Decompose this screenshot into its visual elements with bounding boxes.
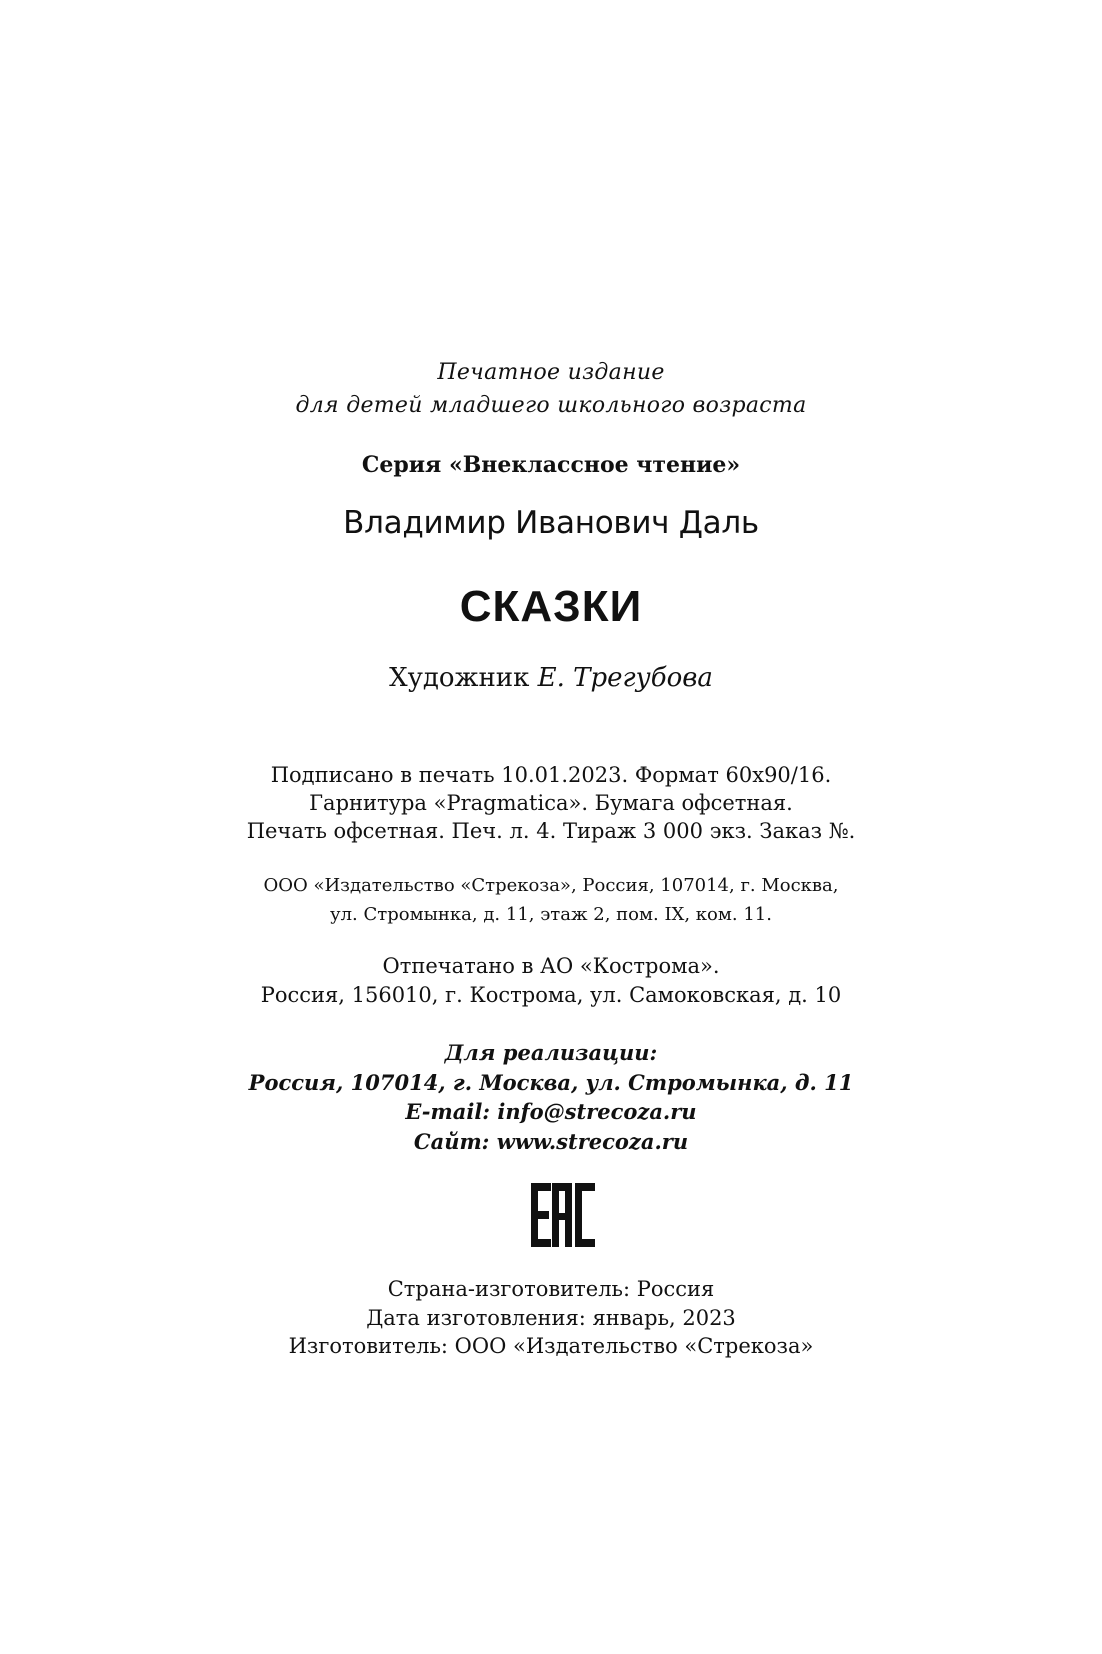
publisher-line-1: ООО «Издательство «Стрекоза», Россия, 107014, г. Москва, xyxy=(263,875,839,896)
edition-line-1: Печатное издание xyxy=(437,360,665,385)
publisher-line-2: ул. Стромынка, д. 11, этаж 2, пом. IX, ком. 11. xyxy=(330,904,772,925)
eac-conformity-icon xyxy=(528,1180,598,1250)
printer-info xyxy=(0,952,1102,1010)
illustrator-credit xyxy=(0,660,1102,696)
printer-line-1: Отпечатано в АО «Кострома». xyxy=(382,954,720,978)
distribution-info xyxy=(0,1038,1102,1156)
print-details-line-3: Печать офсетная. Печ. л. 4. Тираж 3 000 экз. Заказ №. xyxy=(246,819,856,843)
printer-line-2: Россия, 156010, г. Кострома, ул. Самоковская, д. 10 xyxy=(260,983,842,1007)
series-name: Серия «Внеклассное чтение» xyxy=(361,452,741,478)
manufacture-country: Страна-изготовитель: Россия xyxy=(387,1277,715,1301)
illustrator-name: Е. Трегубова xyxy=(537,663,713,693)
edition-line-2: для детей младшего школьного возраста xyxy=(295,393,807,418)
distribution-email: E-mail: info@strecoza.ru xyxy=(405,1099,697,1124)
publisher-address xyxy=(0,871,1102,929)
illustrator-label: Художник xyxy=(389,663,530,693)
manufacturer-name: Изготовитель: ООО «Издательство «Стрекоза» xyxy=(288,1334,814,1358)
manufacture-date: Дата изготовления: январь, 2023 xyxy=(366,1305,736,1330)
print-details xyxy=(0,761,1102,845)
edition-note xyxy=(0,356,1102,422)
print-details-line-2: Гарнитура «Pragmatica». Бумага офсетная. xyxy=(309,791,793,815)
manufacture-info xyxy=(0,1275,1102,1361)
distribution-address: Россия, 107014, г. Москва, ул. Стромынка, д. 11 xyxy=(248,1069,854,1095)
distribution-heading: Для реализации: xyxy=(444,1040,658,1065)
distribution-site: Сайт: www.strecoza.ru xyxy=(413,1128,689,1154)
author-name: Владимир Иванович Даль xyxy=(343,505,759,541)
print-details-line-1: Подписано в печать 10.01.2023. Формат 60х90/16. xyxy=(270,763,832,787)
book-title: СКАЗКИ xyxy=(459,582,643,631)
